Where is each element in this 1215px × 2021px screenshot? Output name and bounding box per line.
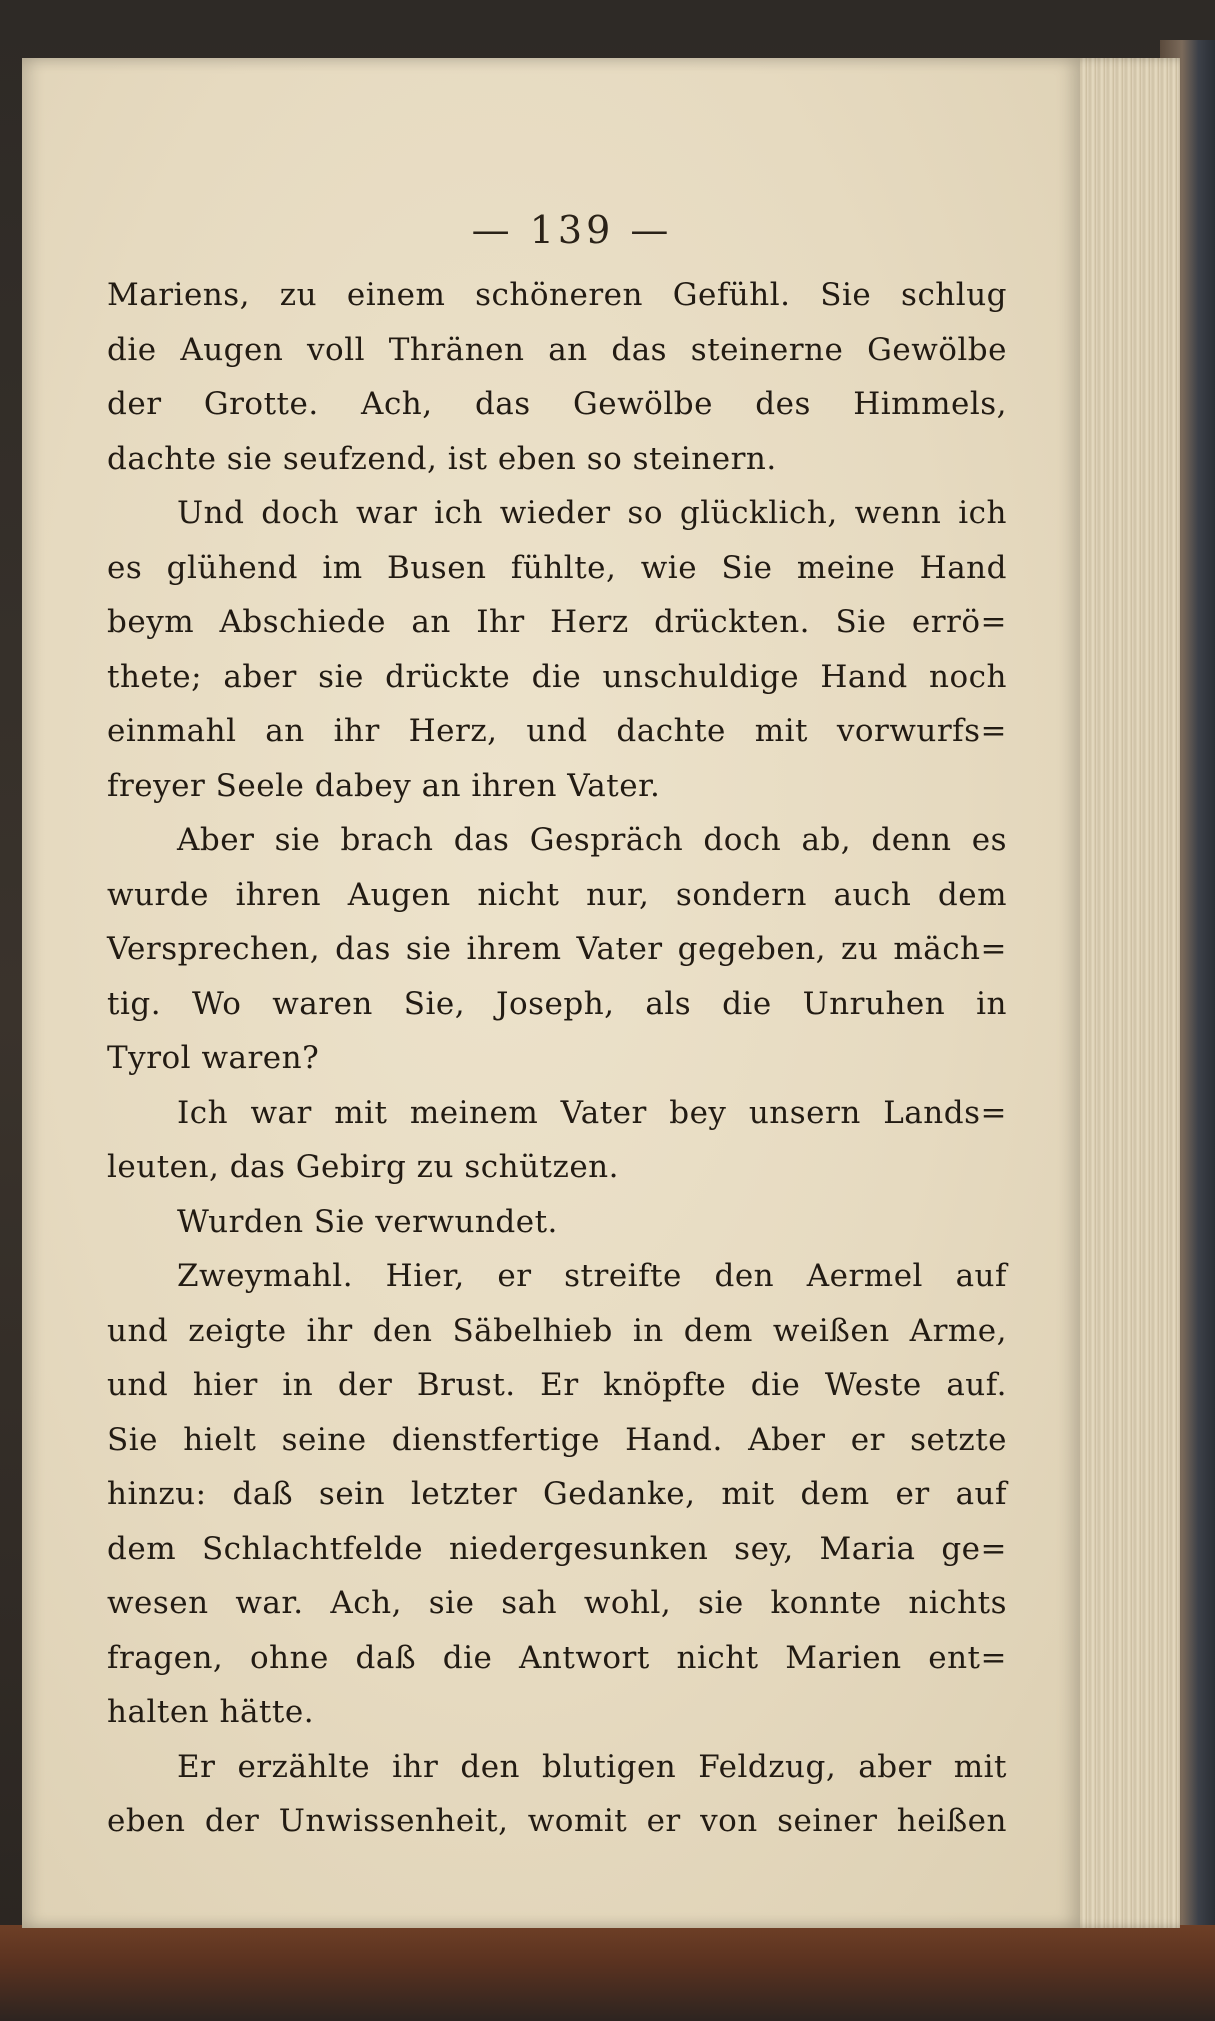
text-line: es glühend im Busen fühlte, wie Sie meine Hand — [107, 549, 1007, 586]
text-line: freyer Seele dabey an ihren Vater. — [107, 767, 661, 804]
text-line: Sie hielt seine dienstfertige Hand. Aber er setzte — [107, 1421, 1007, 1458]
text-line: und hier in der Brust. Er knöpfte die Weste auf. — [107, 1367, 1007, 1403]
body-text — [107, 268, 1007, 1849]
text-line: dachte sie seufzend, ist eben so steinern. — [107, 440, 777, 477]
text-line: thete; aber sie drückte die unschuldige Hand noch — [107, 658, 1007, 695]
book-page — [22, 58, 1080, 1928]
text-line: beym Abschiede an Ihr Herz drückten. Sie errö= — [107, 604, 1007, 640]
text-line: und zeigte ihr den Säbelhieb in dem weißen Arme, — [107, 1312, 1007, 1349]
text-line: einmahl an ihr Herz, und dachte mit vorwurfs= — [107, 713, 1007, 749]
text-line: dem Schlachtfelde niedergesunken sey, Maria ge= — [107, 1530, 1007, 1567]
text-line: Wurden Sie verwundet. — [177, 1203, 558, 1240]
text-line: Zweymahl. Hier, er streifte den Aermel auf — [177, 1258, 1007, 1294]
text-line: die Augen voll Thränen an das steinerne Gewölbe — [107, 331, 1007, 368]
text-line: fragen, ohne daß die Antwort nicht Marien ent= — [107, 1639, 1007, 1676]
text-line: halten hätte. — [107, 1694, 315, 1730]
text-line: wurde ihren Augen nicht nur, sondern auch dem — [107, 876, 1007, 913]
text-line: Mariens, zu einem schöneren Gefühl. Sie schlug — [107, 277, 1007, 313]
page-number: — 139 — — [471, 208, 673, 252]
text-line: Und doch war ich wieder so glücklich, wenn ich — [177, 495, 1007, 531]
text-line: der Grotte. Ach, das Gewölbe des Himmels, — [107, 386, 1007, 422]
book-cover-bottom — [0, 1925, 1215, 2021]
text-line: Er erzählte ihr den blutigen Feldzug, aber mit — [177, 1748, 1007, 1785]
text-line: eben der Unwissenheit, womit er von seiner heißen — [107, 1803, 1007, 1839]
text-line: tig. Wo waren Sie, Joseph, als die Unruhen in — [107, 985, 1007, 1022]
text-line: Versprechen, das sie ihrem Vater gegeben, zu mäch= — [107, 931, 1007, 967]
text-line: Aber sie brach das Gespräch doch ab, denn es — [177, 822, 1007, 858]
text-line: Ich war mit meinem Vater bey unsern Lands= — [177, 1094, 1007, 1131]
text-line: wesen war. Ach, sie sah wohl, sie konnte nichts — [107, 1585, 1007, 1621]
text-line: leuten, das Gebirg zu schützen. — [107, 1149, 619, 1185]
text-line: Tyrol waren? — [107, 1040, 320, 1076]
text-line: hinzu: daß sein letzter Gedanke, mit dem er auf — [107, 1476, 1007, 1512]
